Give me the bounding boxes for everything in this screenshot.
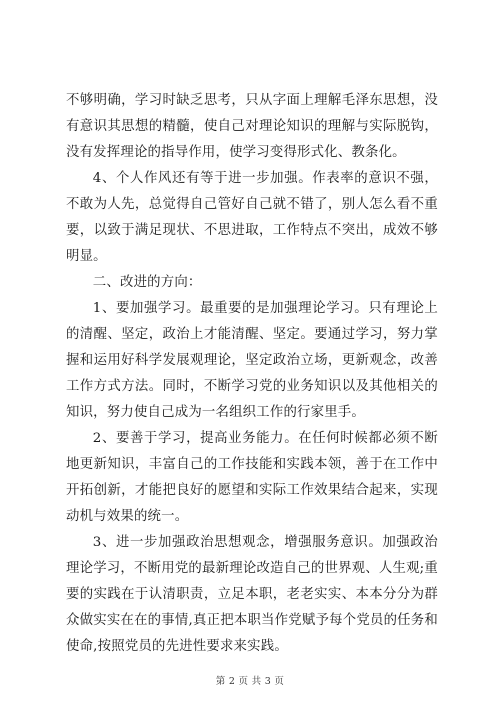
paragraph-item-3-political-thought: 3、进一步加强政治思想观念，增强服务意识。加强政治理论学习，不断用党的最新理论改造自己的世界观、人生观;重要的实践在于认清职责，立足本职，老老实实、本本分分为群众做实实在在的事情,真正把本职当作党赋予每个党员的任务和使命,按照党员的先进性要求来实践。: [66, 535, 438, 654]
paragraph-continuation: 不够明确，学习时缺乏思考，只从字面上理解毛泽东思想，没有意识其思想的精髓，使自己对理论知识的理解与实际脱钩，没有发挥理论的指导作用，使学习变得形式化、教条化。: [66, 93, 438, 160]
paragraph-item-1-strengthen-study: 1、要加强学习。最重要的是加强理论学习。只有理论上的清醒、坚定，政治上才能清醒、坚定。要通过学习，努力掌握和运用好科学发展观理论，坚定政治立场，更新观念，改善工作方式方法。同时，不断学习党的业务知识以及其他相关的知识，努力使自己成为一名组织工作的行家里手。: [66, 301, 438, 420]
section-heading-improvement-direction: 二、改进的方向：: [92, 275, 202, 290]
paragraph-item-4-work-style: 4、个人作风还有等于进一步加强。作表率的意识不强，不敢为人先，总觉得自己管好自己就不错了，别人怎么看不重要，以致于满足现状、不思进取，工作特点不突出，成效不够明显。: [66, 171, 438, 264]
document-body: [66, 88, 438, 660]
paragraph-item-2-improve-ability: 2、要善于学习，提高业务能力。在任何时候都必须不断地更新知识，丰富自己的工作技能和实践本领，善于在工作中开拓创新，才能把良好的愿望和实际工作效果结合起来，实现动机与效果的统一。: [66, 431, 438, 524]
page-number-footer: 第 2 页 共 3 页: [215, 676, 285, 687]
